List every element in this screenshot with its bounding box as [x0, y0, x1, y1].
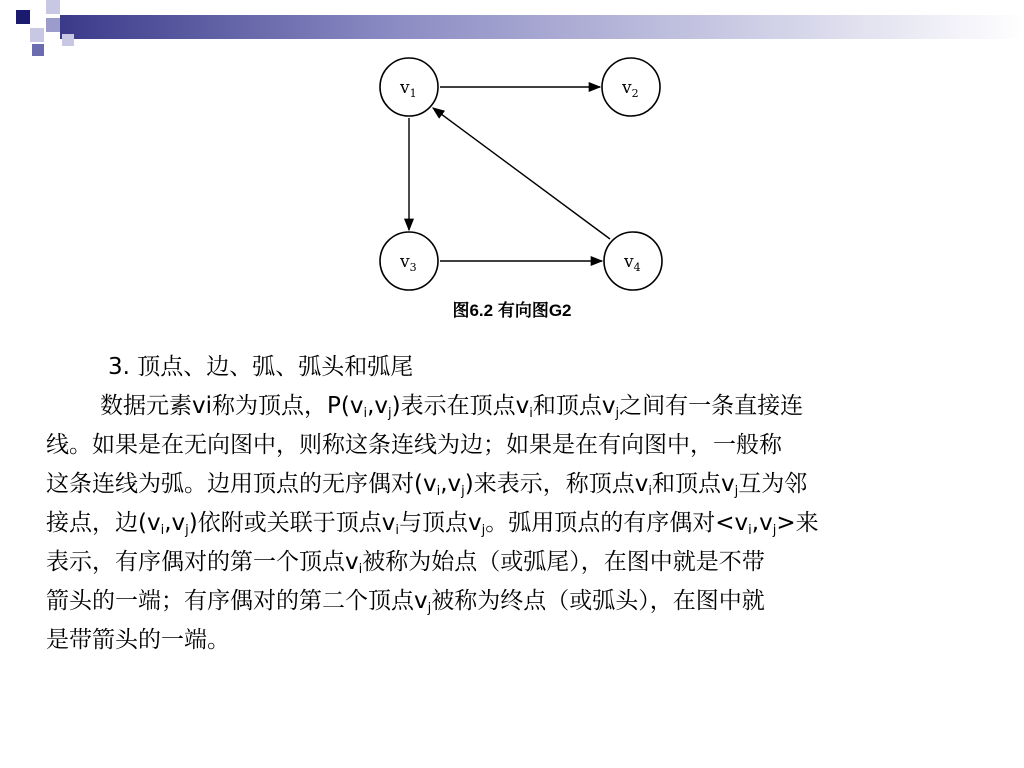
body-text — [46, 348, 976, 660]
paragraph-line-1: 数据元素vi称为顶点，$P(v_i,v_j)$表示在顶点$v_i$和顶点$v_j$之间有一条直接连 — [100, 393, 804, 421]
svg-text:v4: $v_4$ — [624, 252, 641, 274]
svg-text:v2: $v_2$ — [622, 78, 639, 100]
decor-square — [16, 10, 30, 24]
decor-square — [46, 18, 60, 32]
decor-square — [62, 34, 74, 46]
edge-v4-v1 — [433, 108, 610, 239]
node-v1 — [380, 58, 438, 116]
paragraph-line-7: 是带箭头的一端。 — [46, 627, 230, 653]
node-v2 — [602, 58, 660, 116]
node-v4 — [604, 232, 662, 290]
decor-square — [32, 44, 44, 56]
svg-text:v3: $v_3$ — [400, 252, 417, 274]
decor-square — [46, 0, 60, 14]
node-v3 — [380, 232, 438, 290]
paragraph-line-5: 表示，有序偶对的第一个顶点$v_i$被称为始点（或弧尾），在图中就是不带 — [46, 549, 765, 577]
decor-square — [30, 28, 44, 42]
paragraph-line-4: 接点，边$(v_i,v_j)$依附或关联于顶点$v_i$与顶点$v_j$。弧用顶点的有序偶对$<v_i,v_j>$来 — [46, 510, 819, 538]
section-heading: 3. 顶点、边、弧、弧头和弧尾 — [108, 354, 414, 380]
header-gradient-bar — [60, 15, 1024, 39]
paragraph-line-6: 箭头的一端；有序偶对的第二个顶点$v_j$被称为终点（或弧头），在图中就 — [46, 588, 765, 616]
paragraph-line-3: 这条连线为弧。边用顶点的无序偶对$(v_i,v_j)$来表示，称顶点$v_i$和顶点$v_j$互为邻 — [46, 471, 808, 499]
directed-graph-diagram — [370, 50, 670, 300]
paragraph-line-2: 线。如果是在无向图中，则称这条连线为边；如果是在有向图中，一般称 — [46, 432, 782, 458]
figure-caption: 图6.2 有向图G2 — [452, 301, 572, 320]
svg-text:v1: $v_1$ — [400, 78, 417, 100]
